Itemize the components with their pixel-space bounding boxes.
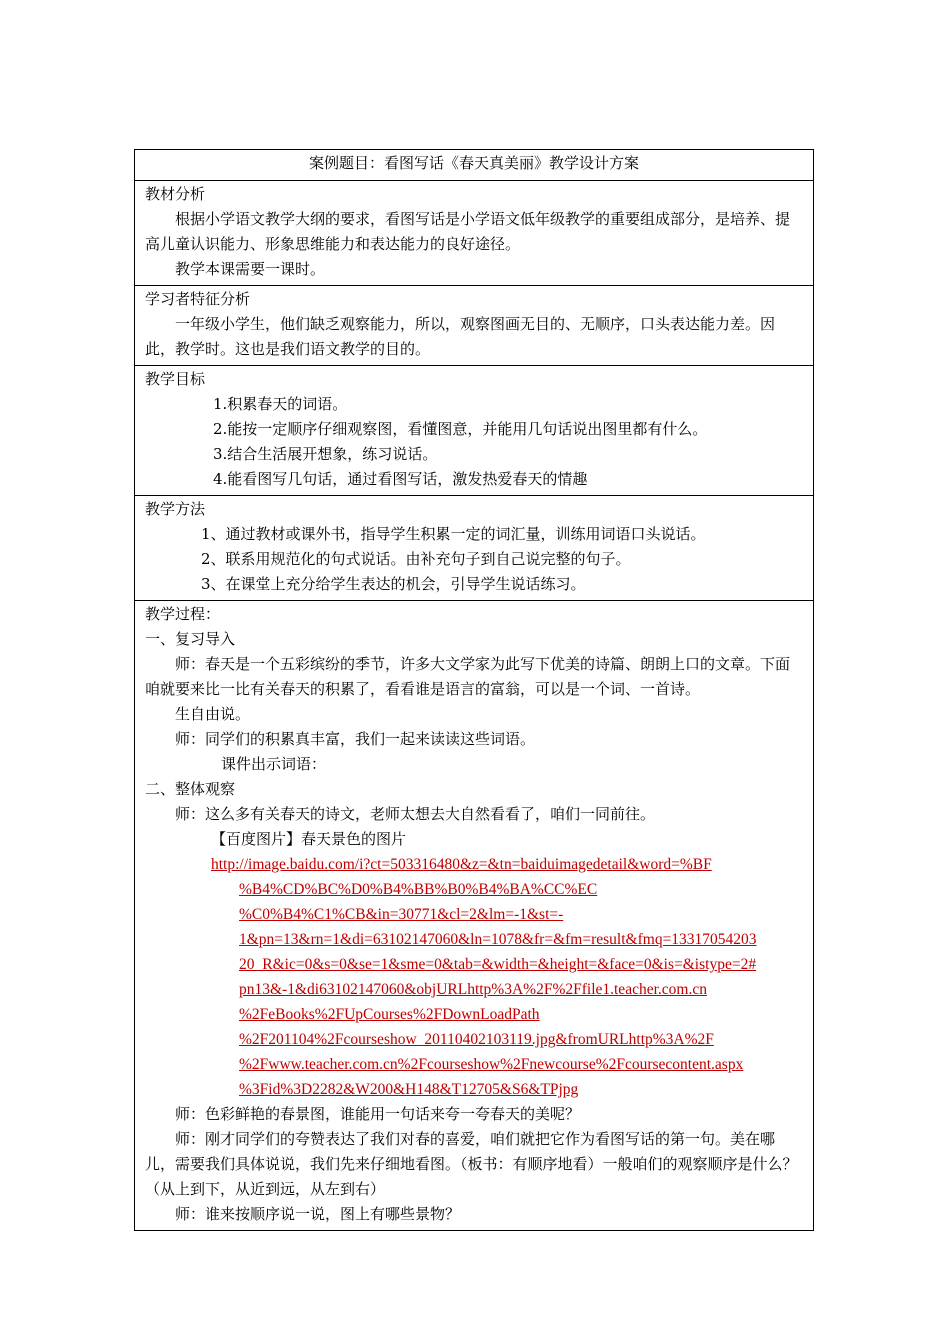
teaching-goals-row (135, 366, 814, 496)
case-title: 案例题目：看图写话《春天真美丽》教学设计方案 (135, 150, 814, 181)
lesson-plan-table (134, 149, 814, 1231)
goal-item: 4.能看图写几句话，通过看图写话，激发热爱春天的情趣 (213, 470, 588, 488)
teaching-goals-cell (135, 366, 814, 496)
title-row (135, 150, 814, 181)
material-paragraph-2: 教学本课需要一课时。 (175, 260, 326, 278)
method-item: 3、在课堂上充分给学生表达的机会，引导学生说话练习。 (201, 575, 586, 593)
baidu-image-label: 【百度图片】春天景色的图片 (211, 830, 407, 848)
baidu-image-link-line[interactable]: 1&pn=13&rn=1&di=63102147060&ln=1078&fr=&fm=result&fmq=13317054203 (239, 931, 757, 948)
baidu-image-link-line[interactable]: %2FeBooks%2FUpCourses%2FDownLoadPath (239, 1006, 540, 1023)
learner-analysis-cell (135, 286, 814, 366)
teaching-process-row (135, 601, 814, 1231)
teaching-methods-row (135, 496, 814, 601)
process-paragraph: 师：这么多有关春天的诗文，老师太想去大自然看看了，咱们一同前往。 (175, 805, 656, 823)
material-analysis-cell (135, 181, 814, 286)
goal-item: 1.积累春天的词语。 (213, 395, 348, 413)
goals-heading: 教学目标 (145, 370, 206, 388)
section-overall-observation: 二、整体观察 (145, 780, 236, 798)
baidu-image-link-line[interactable]: http://image.baidu.com/i?ct=503316480&z=&tn=baiduimagedetail&word=%BF (211, 856, 712, 873)
baidu-image-link-line[interactable]: %3Fid%3D2282&W200&H148&T12705&S6&TPjpg (239, 1081, 579, 1098)
baidu-image-link-line[interactable]: %B4%CD%BC%D0%B4%BB%B0%B4%BA%CC%EC (239, 881, 598, 898)
method-item: 1、通过教材或课外书，指导学生积累一定的词汇量，训练用词语口头说话。 (201, 525, 706, 543)
baidu-image-link-line[interactable]: %C0%B4%C1%CB&in=30771&cl=2&lm=-1&st=- (239, 906, 564, 923)
baidu-image-link-line[interactable]: %2F201104%2Fcourseshow_20110402103119.jpg&fromURLhttp%3A%2F (239, 1031, 714, 1048)
goal-item: 3.结合生活展开想象，练习说话。 (213, 445, 438, 463)
process-paragraph: 师：同学们的积累真丰富，我们一起来读读这些词语。 (175, 730, 536, 748)
teaching-process-cell (135, 601, 814, 1231)
method-item: 2、联系用规范化的句式说话。由补充句子到自己说完整的句子。 (201, 550, 631, 568)
learner-heading: 学习者特征分析 (145, 290, 251, 308)
baidu-image-link-line[interactable]: pn13&-1&di63102147060&objURLhttp%3A%2F%2Ffile1.teacher.com.cn (239, 981, 707, 998)
methods-heading: 教学方法 (145, 500, 206, 518)
baidu-image-link-line[interactable]: 20_R&ic=0&s=0&se=1&sme=0&tab=&width=&height=&face=0&is=&istype=2# (239, 956, 757, 973)
courseware-words-label: 课件出示词语： (221, 755, 327, 773)
process-paragraph: 师：刚才同学们的夸赞表达了我们对春的喜爱，咱们就把它作为看图写话的第一句。美在哪儿，需要我们具体说说，我们先来仔细地看图。（板书：有顺序地看）一般咱们的观察顺序是什么？（从上到下，从近到远，从左到右） (145, 1130, 798, 1198)
material-heading: 教材分析 (145, 185, 206, 203)
material-analysis-row (135, 181, 814, 286)
process-paragraph: 师：春天是一个五彩缤纷的季节，许多大文学家为此写下优美的诗篇、朗朗上口的文章。下面咱就要来比一比有关春天的积累了，看看谁是语言的富翁，可以是一个词、一首诗。 (145, 655, 791, 698)
learner-paragraph-1: 一年级小学生，他们缺乏观察能力，所以，观察图画无目的、无顺序，口头表达能力差。因此，教学时。这也是我们语文教学的目的。 (145, 315, 776, 358)
process-paragraph: 师：谁来按顺序说一说，图上有哪些景物？ (175, 1205, 461, 1223)
material-paragraph-1: 根据小学语文教学大纲的要求，看图写话是小学语文低年级教学的重要组成部分，是培养、提高儿童认识能力、形象思维能力和表达能力的良好途径。 (145, 210, 791, 253)
process-paragraph: 生自由说。 (175, 705, 251, 723)
goal-item: 2.能按一定顺序仔细观察图，看懂图意，并能用几句话说出图里都有什么。 (213, 420, 708, 438)
process-paragraph: 师：色彩鲜艳的春景图，谁能用一句话来夸一夸春天的美呢？ (175, 1105, 581, 1123)
learner-analysis-row (135, 286, 814, 366)
section-review-intro: 一、复习导入 (145, 630, 236, 648)
teaching-methods-cell (135, 496, 814, 601)
process-heading: 教学过程： (145, 605, 221, 623)
baidu-image-link-line[interactable]: %2Fwww.teacher.com.cn%2Fcourseshow%2Fnewcourse%2Fcoursecontent.aspx (239, 1056, 744, 1073)
